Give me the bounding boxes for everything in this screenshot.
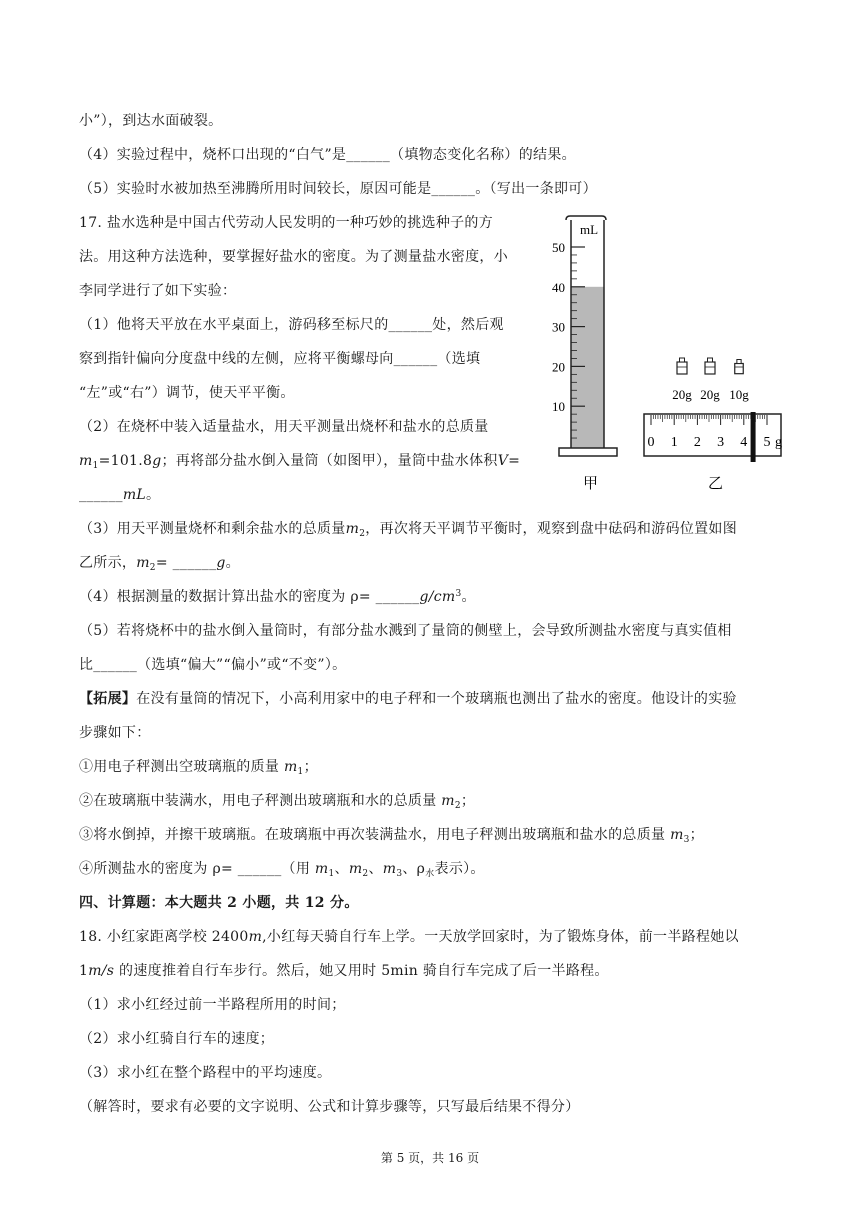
text-span: 1	[79, 963, 89, 979]
weight-body	[705, 362, 715, 374]
var-m: m	[348, 861, 363, 877]
graduated-cylinder	[552, 216, 617, 456]
weights-group	[672, 358, 749, 402]
weight-body	[735, 364, 744, 374]
text-line	[79, 587, 476, 607]
text-line: （2）在烧杯中装入适量盐水，用天平测量出烧杯和盐水的总质量	[79, 419, 489, 435]
text-line: （解答时，要求有必要的文字说明、公式和计算步骤等，只写最后结果不得分）	[79, 1099, 580, 1115]
scale-unit-label: g	[775, 435, 782, 450]
text-line: （5）实验时水被加热至沸腾所用时间较长，原因可能是______。（写出一条即可）	[79, 181, 597, 197]
text-line	[79, 961, 609, 981]
text-line: 步骤如下：	[79, 725, 151, 741]
rider-scale	[644, 412, 782, 462]
weight-body	[677, 362, 687, 374]
subscript: 水	[425, 869, 435, 879]
text-span: ；	[460, 793, 476, 809]
cylinder-base	[559, 448, 617, 456]
text-span: ，再次将天平调节平衡时，观察到盘中砝码和游码位置如图	[365, 521, 738, 537]
cylinder-tick-label: 30	[552, 319, 565, 335]
text-span: ①用电子秤测出空玻璃瓶的质量	[79, 759, 284, 775]
subscript: 1	[297, 767, 304, 777]
text-span: ④所测盐水的密度为 ρ= ______（用	[79, 861, 315, 877]
unit-ms: m/s	[88, 963, 115, 979]
subscript: 2	[362, 869, 369, 879]
text-span: =101.8	[98, 453, 153, 469]
step-line	[79, 757, 318, 777]
weight-knob	[737, 360, 741, 364]
subscript: 3	[683, 835, 690, 845]
subscript: 1	[92, 461, 99, 471]
text-line: （3）求小红在整个路程中的平均速度。	[79, 1065, 332, 1081]
text-span: =	[508, 453, 521, 469]
subscript: 3	[396, 869, 403, 879]
unit-g: g	[152, 453, 162, 469]
question-17-title: 17. 盐水选种是中国古代劳动人民发明的一种巧妙的挑选种子的方	[79, 215, 494, 231]
text-line	[79, 519, 737, 539]
subscript: 2	[149, 563, 156, 573]
cylinder-tick-label: 20	[552, 359, 565, 375]
text-line: 法。用这种方法选种，要掌握好盐水的密度。为了测量盐水密度，小	[79, 249, 508, 265]
text-line	[79, 553, 240, 573]
var-m: m	[314, 861, 329, 877]
text-span: = ______	[155, 555, 217, 571]
text-span: 乙所示，	[79, 555, 137, 571]
var-m: m	[441, 793, 455, 809]
weight-label: 20g	[672, 387, 692, 402]
text-span: 、	[334, 861, 349, 877]
scale-tick-label: 0	[647, 435, 655, 450]
text-span: ；	[303, 759, 318, 775]
text-span: 表示）。	[434, 861, 485, 877]
weight-knob	[680, 358, 685, 362]
var-m: m	[382, 861, 397, 877]
cylinder-tick-label: 10	[552, 399, 565, 415]
cylinder-unit-label: mL	[580, 222, 599, 237]
unit-g: g	[216, 555, 226, 571]
text-span: 。	[146, 487, 161, 503]
var-m: m	[136, 555, 150, 571]
text-line: （1）求小红经过前一半路程所用的时间；	[79, 997, 346, 1013]
step-line	[79, 859, 485, 879]
unit-ml: mL	[122, 487, 146, 503]
text-span: ②在玻璃瓶中装满水，用电子秤测出玻璃瓶和水的总质量	[79, 793, 442, 809]
text-span: 、ρ	[402, 861, 426, 877]
unit-m: m	[248, 929, 263, 945]
text-span: ,小红每天骑自行车上学。一天放学回家时，为了锻炼身体，前一半路程她以	[262, 929, 739, 945]
scale-tick-label: 5	[763, 435, 771, 450]
rider	[751, 412, 756, 462]
text-line: （2）求小红骑自行车的速度；	[79, 1031, 275, 1047]
text-line: （5）若将烧杯中的盐水倒入量筒时，有部分盐水溅到了量筒的侧壁上，会导致所测盐水密度与真实值相	[79, 623, 732, 639]
step-line	[79, 791, 475, 811]
var-v: V	[497, 453, 509, 469]
subscript: 1	[328, 869, 335, 879]
var-m: m	[283, 759, 298, 775]
weight-label: 20g	[700, 387, 720, 402]
scale-tick-label: 2	[693, 435, 701, 450]
text-line: 李同学进行了如下实验：	[79, 283, 237, 299]
subscript: 2	[454, 801, 461, 811]
weight-label: 10g	[729, 387, 749, 402]
var-m: m	[670, 827, 684, 843]
text-line: “左”或“右”）调节，使天平平衡。	[79, 385, 295, 401]
text-line	[79, 689, 737, 709]
weight-knob	[708, 358, 713, 362]
text-span: 、	[368, 861, 383, 877]
text-span: 在没有量筒的情况下，小高利用家中的电子秤和一个玻璃瓶也测出了盐水的密度。他设计的实验	[136, 691, 737, 707]
scale-tick-label: 3	[717, 435, 725, 450]
scale-caption: 乙	[708, 476, 724, 492]
section-heading: 四、计算题：本大题共 2 小题，共 12 分。	[79, 895, 359, 911]
var-m: m	[79, 453, 93, 469]
cylinder-tick-label: 50	[552, 240, 565, 255]
cylinder-caption: 甲	[583, 476, 599, 492]
scale-tick-label: 1	[670, 435, 678, 450]
step-line	[79, 825, 704, 845]
text-line: 察到指针偏向分度盘中线的左侧，应将平衡螺母向______（选填	[79, 351, 481, 367]
text-span: （4）根据测量的数据计算出盐水的密度为 ρ= ______	[79, 589, 420, 605]
cylinder-tick-label: 40	[552, 279, 565, 295]
text-span: ③将水倒掉，并擦干玻璃瓶。在玻璃瓶中再次装满盐水，用电子秤测出玻璃瓶和盐水的总质量	[79, 827, 671, 843]
scale-tick-label: 4	[740, 435, 748, 450]
text-span: ；	[689, 827, 704, 843]
text-line: （4）实验过程中，烧杯口出现的“白气”是______（填物态变化名称）的结果。	[79, 147, 576, 163]
var-m: m	[345, 521, 360, 537]
text-span: 。	[225, 555, 240, 571]
text-line: 比______（选填“偏大”“偏小”或“不变”）。	[79, 657, 347, 673]
text-line	[79, 451, 520, 471]
blank: ______	[79, 487, 123, 503]
subscript: 2	[359, 529, 366, 539]
question-18-title	[79, 927, 739, 947]
text-span: 18. 小红家距离学校 2400	[79, 929, 249, 945]
superscript: 3	[455, 589, 462, 599]
page-footer: 第 5 页，共 16 页	[380, 1151, 480, 1165]
unit-density: g/cm	[419, 589, 456, 605]
text-span: （3）用天平测量烧杯和剩余盐水的总质量	[79, 521, 346, 537]
extension-label: 【拓展】	[79, 691, 137, 707]
text-span: 。	[461, 589, 476, 605]
text-span: ；再将部分盐水倒入量筒（如图甲），量筒中盐水体积	[161, 453, 498, 469]
experiment-figure	[540, 212, 790, 502]
text-line: 小”），到达水面破裂。	[79, 113, 223, 129]
text-span: 的速度推着自行车步行。然后，她又用时 5min 骑自行车完成了后一半路程。	[114, 963, 609, 979]
text-line	[79, 485, 160, 505]
text-line: （1）他将天平放在水平桌面上，游码移至标尺的______处，然后观	[79, 317, 504, 333]
